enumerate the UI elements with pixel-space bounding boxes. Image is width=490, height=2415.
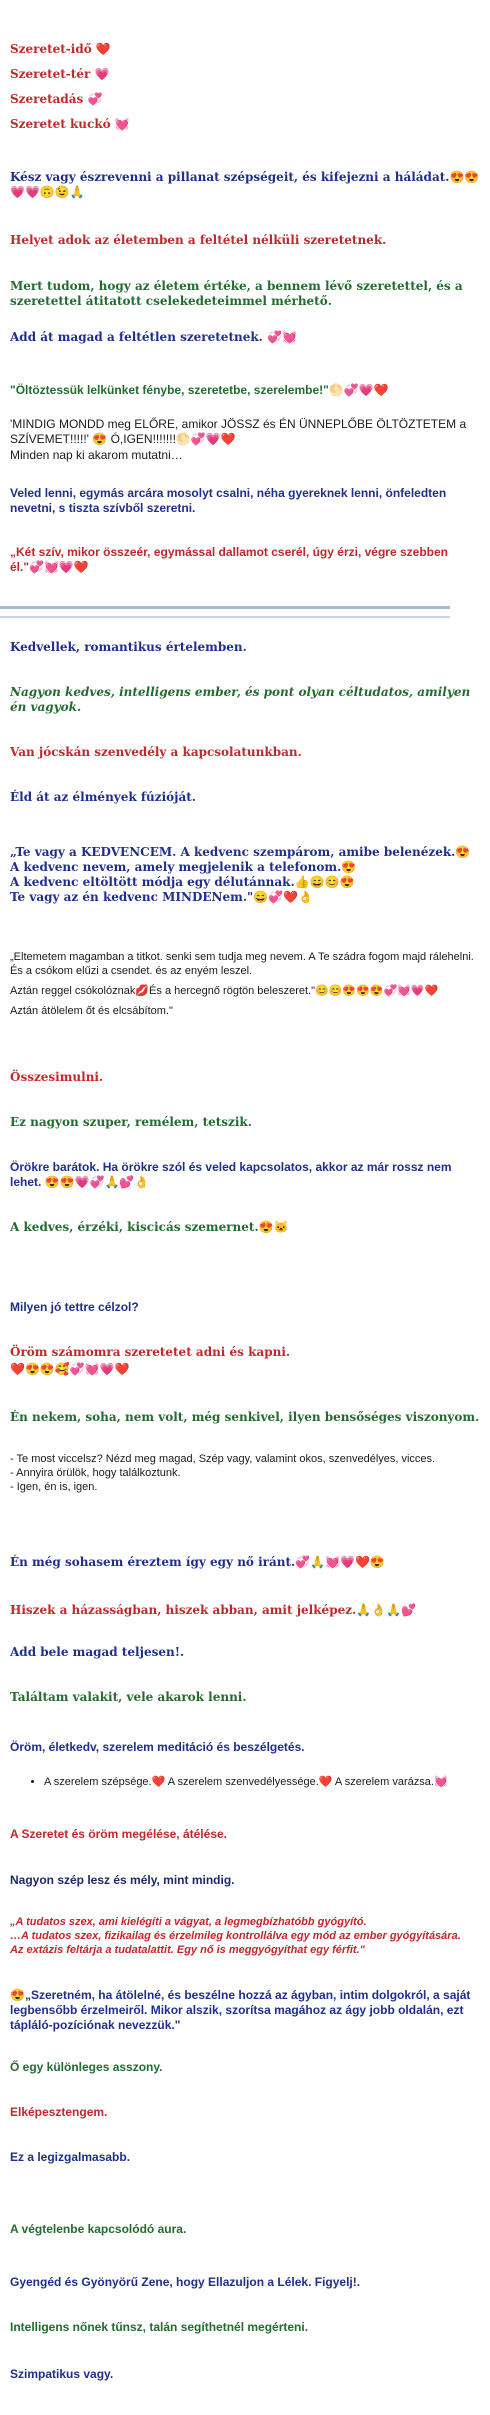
text-line: Szeretet kuckó 💓: [10, 117, 130, 131]
text-line: Gyengéd és Gyönyörű Zene, hogy Ellazuljon a Lélek. Figyelj!.: [10, 2275, 361, 2289]
text-line: Szeretet-tér 💗: [10, 67, 110, 81]
text-paragraph: Aztán reggel csókolóznak💋És a hercegnő rögtön beleszeret."😊😊😍😍😍💞💓💗❤️: [10, 985, 439, 997]
quote-block: [10, 1915, 480, 1957]
text-line: "Öltöztessük lelkünket fénybe, szeretetbe, szerelembe!"🌕💞💗❤️: [10, 383, 389, 397]
text-line: Szeretet-idő ❤️: [10, 42, 111, 56]
text-line: Helyet adok az életemben a feltétel nélküli szeretetnek.: [10, 233, 387, 247]
text-line: Minden nap ki akarom mutatni…: [10, 448, 183, 462]
text-line: A Szeretet és öröm megélése, átélése.: [10, 1827, 227, 1841]
text-paragraph: Örökre barátok. Ha örökre szól és veled kapcsolatos, akkor az már rossz nem lehet. 😍😍💗💞🙏💕👌: [10, 1160, 452, 1189]
text-line: Én még sohasem éreztem így egy nő iránt.💞🙏💓💗❤️😍: [10, 1555, 385, 1569]
text-line: Van jócskán szenvedély a kapcsolatunkban.: [10, 745, 302, 759]
text-line: Aztán átölelem őt és elcsábítom.": [10, 1005, 173, 1017]
text-paragraph: „Eltemetem magamban a titkot. senki sem tudja meg nevem. A Te szádra fogom majd rálehelni. És a csókom elűzi a csendet. és az enyém leszel.: [10, 951, 474, 977]
text-line: Én nekem, soha, nem volt, még senkivel, ilyen bensőséges viszonyom.: [10, 1410, 480, 1424]
text-line: Ez a legizgalmasabb.: [10, 2150, 131, 2164]
text-paragraph: 'MINDIG MONDD meg ELŐRE, amikor JÖSSZ és ÉN ÜNNEPLŐBE ÖLTÖZTETEM a SZÍVEMET!!!!!' 😍 Ó,IGEN!!!!!!!🌕💞💗❤️: [10, 417, 467, 446]
dialogue-block: [10, 1452, 480, 1494]
text-line: Ez nagyon szuper, remélem, tetszik.: [10, 1115, 252, 1129]
text-line: A kedvenc nevem, amely megjelenik a telefonom.😍: [10, 860, 357, 874]
text-line: Te vagy az én kedvenc MINDENem."😄💞❤️👌: [10, 890, 314, 904]
quote-block: [10, 845, 480, 905]
text-paragraph: Mert tudom, hogy az életem értéke, a bennem lévő szeretettel, és a szeretettel átitatott cselekedeteimmel mérhető.: [10, 279, 463, 308]
text-line: Milyen jó tettre célzol?: [10, 1300, 139, 1314]
text-line: „A tudatos szex, ami kielégíti a vágyat, a legmegbízhatóbb gyógyító.: [10, 1916, 367, 1928]
text-line: A kedves, érzéki, kiscicás szemernet.😍🐱: [10, 1220, 289, 1234]
text-line: Nagyon szép lesz és mély, mint mindig.: [10, 1873, 235, 1887]
text-line: Éld át az élmények fúzióját.: [10, 790, 196, 804]
text-line: Öröm, életkedv, szerelem meditáció és beszélgetés.: [10, 1740, 305, 1754]
text-paragraph: Nagyon kedves, intelligens ember, és pont olyan céltudatos, amilyen én vagyok.: [10, 685, 471, 714]
text-line: - Annyira örülök, hogy találkoztunk.: [10, 1467, 181, 1479]
divider: [0, 616, 450, 618]
text-line: Hiszek a házasságban, hiszek abban, amit jelképez.🙏👌🙏💕: [10, 1603, 416, 1617]
text-line: Add bele magad teljesen!.: [10, 1645, 185, 1659]
text-line: „Te vagy a KEDVENCEM. A kedvenc szempárom, amibe belenézek.😍: [10, 845, 471, 859]
text-line: Intelligens nőnek tűnsz, talán segíthetnél megérteni.: [10, 2320, 309, 2334]
text-line: Szeretadás 💞: [10, 92, 103, 106]
text-line: Összesimulni.: [10, 1070, 104, 1084]
text-line: Öröm számomra szeretetet adni és kapni.: [10, 1345, 291, 1359]
text-line: Találtam valakit, vele akarok lenni.: [10, 1690, 247, 1704]
text-paragraph: 😍„Szeretném, ha átölelné, és beszélne hozzá az ágyban, intim dolgokról, a saját legbensőbb érzelmeiről. Mikor alszik, szorítsa magához az ágy jobb oldalán, ezt tápláló-pozíciónak nevezzük.": [10, 1988, 471, 2032]
bullet-list: [10, 1775, 480, 1789]
text-line: A kedvenc eltöltött módja egy délutánnak.👍😄😊😍: [10, 875, 355, 889]
text-line: Az extázis feltárja a tudatalattit. Egy nő is meggyógyíthat egy férfit.": [10, 1944, 365, 1956]
text-paragraph: Veled lenni, egymás arcára mosolyt csalni, néha gyereknek lenni, önfeledten nevetni, s tiszta szívből szeretni.: [10, 486, 447, 515]
text-line: Kedvellek, romantikus értelemben.: [10, 640, 247, 654]
text-line: Elképesztengem.: [10, 2105, 108, 2119]
text-paragraph: „Két szív, mikor összeér, egymással dallamot cserél, úgy érzi, végre szebben él."💞💓💗❤️: [10, 545, 448, 574]
text-line: Ő egy különleges asszony.: [10, 2060, 163, 2074]
divider: [0, 606, 450, 609]
text-line: Add át magad a feltétlen szeretetnek. 💞💓: [10, 330, 297, 344]
text-line: …A tudatos szex, fizikailag és érzelmileg kontrollálva egy mód az ember gyógyítására.: [10, 1930, 461, 1942]
quote-block: [10, 950, 480, 1018]
text-line: - Te most viccelsz? Nézd meg magad, Szép vagy, valamint okos, szenvedélyes, vicces.: [10, 1453, 436, 1465]
text-line: - Igen, én is, igen.: [10, 1481, 98, 1493]
list-item: • A szerelem szépsége.❤️ A szerelem szenvedélyessége.❤️ A szerelem varázsa.💓: [44, 1775, 480, 1789]
text-paragraph: Kész vagy észrevenni a pillanat szépségeit, és kifejezni a háládat.😍😍💗💗🙃😉🙏: [10, 170, 480, 199]
text-line: ❤️😍😍🥰💞💓💗❤️: [10, 1362, 130, 1376]
text-line: A végtelenbe kapcsolódó aura.: [10, 2222, 187, 2236]
text-line: Szimpatikus vagy.: [10, 2367, 114, 2381]
